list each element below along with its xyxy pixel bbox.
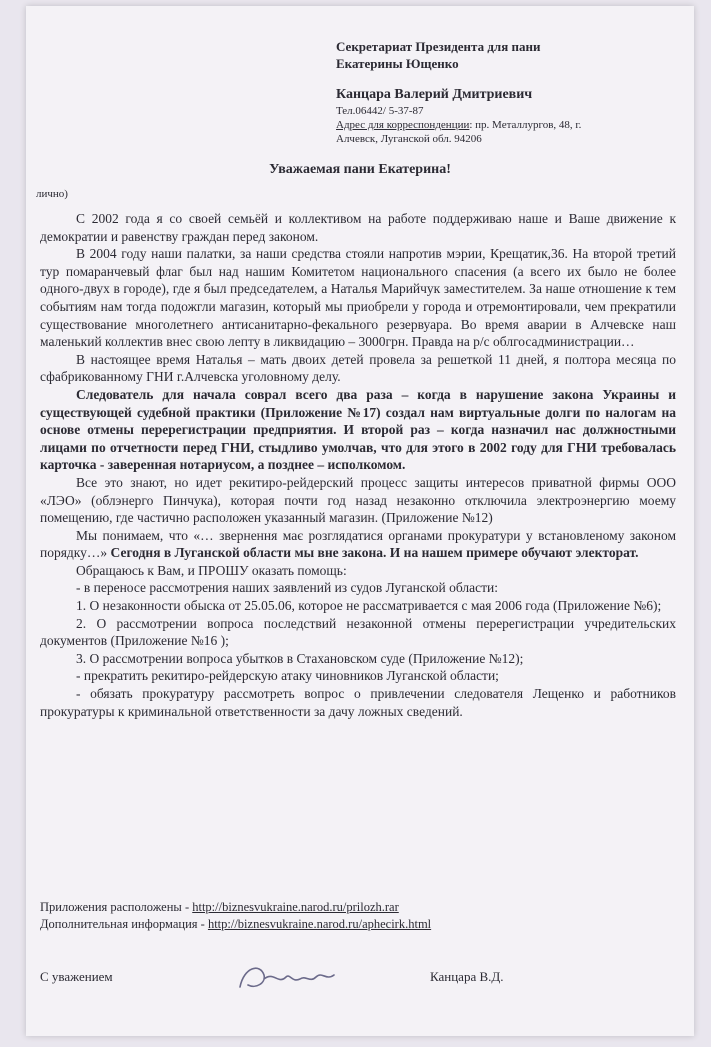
paragraph-7: Обращаюсь к Вам, и ПРОШУ оказать помощь:	[76, 562, 347, 578]
recipient-line-1: Секретариат Президента для пани	[336, 39, 541, 54]
request-item-4: - прекратить рекитиро-рейдерскую атаку чиновников Луганской области;	[76, 668, 499, 684]
paragraph-1: С 2002 года я со своей семьёй и коллективом на работе поддерживаю наше и Ваше движение к демократии и равенству граждан перед законом.	[40, 211, 676, 244]
paragraph-6-bold: Сегодня в Луганской области мы вне закона. И на нашем примере обучают электорат.	[107, 545, 639, 561]
paragraph-2: В 2004 году наши палатки, за наши средства стояли напротив мэрии, Крещатик,36. На второй третий тур помаранчевый флаг был над нашим Комитетом национального спасения (а всего их было не более одного-двух в городе), где я был председателем, а Наталья Марийчук заместителем. За наше отношение к тем событиям нам тогда подожгли магазин, который мы приобрели у города и отремонтировали, чем прекратили существование многолетнего антисанитарно-фекального резервуара. Во время аварии в Алчевске наш маленький коллектив внес свою лепту в ликвидацию – 3000грн. Правда на р/с облгосадминистрации…	[40, 246, 676, 350]
request-item-2: 2. О рассмотрении вопроса последствий незаконной отмены перерегистрации учредительских документов (Приложение №16 );	[40, 615, 676, 649]
info-line	[40, 916, 431, 933]
paragraph-4: Следователь для начала соврал всего два раза – когда в нарушение закона Украины и существующей судебной практики (Приложение №17) создал нам виртуальные долги по налогам на основе отмены перерегистрации предприятия. И второй раз – когда назначил нас должностными лицами по отчетности перед ГНИ, стыдливо умолчав, что для этого в 2002 году для ГНИ требовалась карточка - заверенная нотариусом, а позднее – исполкомом.	[40, 386, 676, 473]
address-label: Адрес для корреспонденции	[336, 119, 470, 131]
address-line-1: : пр. Металлургов, 48, г.	[469, 119, 582, 131]
paragraph-3: В настоящее время Наталья – мать двоих детей провела за решеткой 11 дней, я полтора месяца по сфабрикованному ГНИ г.Алчевска уголовному делу.	[40, 351, 676, 385]
paragraph-6-quote: Мы понимаем, что «… звернення має розглядатися органами прокуратури у встановленому законом порядку…»	[40, 527, 676, 561]
request-item-1: 1. О незаконности обыска от 25.05.06, которое не рассматривается с мая 2006 года (Приложение №6);	[76, 598, 662, 614]
handwritten-signature	[230, 957, 340, 997]
info-label: Дополнительная информация -	[40, 917, 208, 931]
sender-name: Канцара Валерий Дмитриевич	[336, 87, 533, 102]
letter-header	[336, 38, 676, 146]
letter-page	[26, 6, 694, 1036]
request-item-3: 3. О рассмотрении вопроса убытков в Стахановском суде (Приложение №12);	[76, 650, 524, 666]
info-link[interactable]: http://biznesvukraine.narod.ru/aphecirk.html	[207, 917, 432, 931]
sender-phone: Тел.06442/ 5-37-87	[336, 105, 424, 117]
signer-name: Канцара В.Д.	[430, 969, 504, 984]
sender-address	[336, 118, 676, 132]
links-block	[40, 899, 431, 933]
greeting: Уважаемая пани Екатерина!	[269, 162, 451, 177]
letter-body	[40, 210, 676, 720]
recipient-line-2: Екатерины Ющенко	[336, 56, 459, 71]
attachments-label: Приложения расположены -	[40, 900, 193, 914]
paragraph-8: - в переносе рассмотрения наших заявлений из судов Луганской области:	[76, 580, 498, 596]
regards-text: С уважением	[40, 969, 113, 984]
paragraph-5: Все это знают, но идет рекитиро-рейдерский процесс защиты интересов приватной фирмы ООО «ЛЭО» (облэнерго Пинчука), которая почти год назад незаконно отключила электроэнергию моему помещению, где частично расположен указанный магазин. (Приложение №12)	[40, 474, 676, 526]
paragraph-6	[40, 527, 676, 562]
address-line-2: Алчевск, Луганской обл. 94206	[336, 133, 482, 145]
margin-note: лично)	[36, 188, 68, 200]
request-item-5: - обязать прокуратуру рассмотреть вопрос о привлечении следователя Лещенко и работников прокуратуры к криминальной ответственности за дачу ложных сведений.	[40, 686, 676, 719]
attachments-link[interactable]: http://biznesvukraine.narod.ru/prilozh.rar	[192, 900, 399, 914]
attachments-line	[40, 899, 431, 916]
